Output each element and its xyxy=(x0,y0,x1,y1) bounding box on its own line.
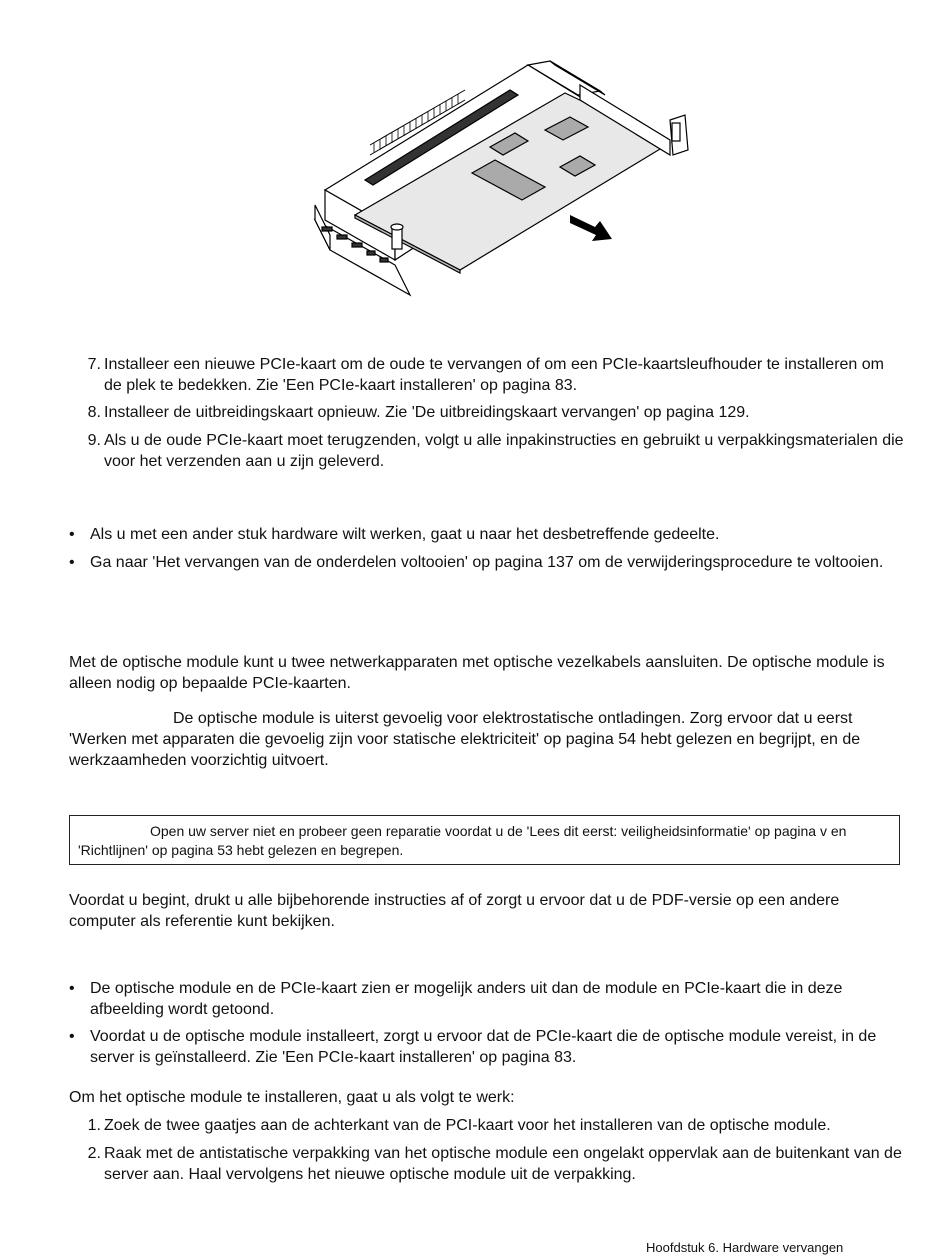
bullet-icon: • xyxy=(69,554,75,571)
before-begin-paragraph: Voordat u begint, drukt u alle bijbehorende instructies af of zorgt u ervoor dat u de PDF-versie op een andere computer als referentie kunt bekijken. xyxy=(69,892,840,930)
step-number: 1. xyxy=(87,1117,101,1134)
pcie-card-removal-illustration xyxy=(300,55,700,300)
page-footer: Hoofdstuk 6. Hardware vervangen xyxy=(646,1240,844,1255)
bullet-icon: • xyxy=(69,1028,75,1045)
list-item xyxy=(69,524,904,545)
step-text: Raak met de antistatische verpakking van het optische module een ongelakt oppervlak aan de buitenkant van de server aan. Haal vervolgens het nieuwe optische module uit de verpakking. xyxy=(104,1145,902,1183)
bullet-icon: • xyxy=(69,980,75,997)
list-item xyxy=(69,552,904,573)
attention-text: Open uw server niet en probeer geen reparatie voordat u de 'Lees dit eerst: veiligheidsinformatie' op pagina v en 'Richtlijnen' op pagina 53 hebt gelezen en begrepen. xyxy=(78,823,847,858)
list-item xyxy=(69,1026,904,1068)
list-item xyxy=(69,978,904,1020)
step-number: 8. xyxy=(87,404,101,421)
pcie-riser-diagram xyxy=(300,55,700,300)
step-text: Installeer een nieuwe PCIe-kaart om de oude te vervangen of om een PCIe-kaartsleufhouder te installeren om de plek te bedekken. Zie 'Een PCIe-kaart installeren' op pagina 83. xyxy=(104,356,884,394)
list-item xyxy=(69,430,904,472)
bullet-text: De optische module en de PCIe-kaart zien er mogelijk anders uit dan de module en PCIe-kaart die in deze afbeelding wordt getoond. xyxy=(90,980,843,1018)
attention-box xyxy=(69,815,900,865)
bullet-icon: • xyxy=(69,526,75,543)
step-number: 9. xyxy=(87,432,101,449)
install-intro: Om het optische module te installeren, gaat u als volgt te werk: xyxy=(69,1089,515,1106)
list-item xyxy=(69,402,904,423)
step-text: Als u de oude PCIe-kaart moet terugzenden, volgt u alle inpakinstructies en gebruikt u verpakkingsmaterialen die voor het verzenden aan u zijn geleverd. xyxy=(104,432,904,470)
removal-arrow-icon xyxy=(570,215,612,241)
caution-paragraph: De optische module is uiterst gevoelig voor elektrostatische ontladingen. Zorg ervoor dat u eerst 'Werken met apparaten die gevoelig zijn voor statische elektriciteit' op pagina 54 hebt gelezen en begrijpt, en de werkzaamheden voorzichtig uitvoert. xyxy=(69,710,861,769)
step-text: Installeer de uitbreidingskaart opnieuw. Zie 'De uitbreidingskaart vervangen' op pagina 129. xyxy=(104,404,750,421)
list-item xyxy=(69,1115,904,1136)
list-item xyxy=(69,1143,904,1185)
list-item xyxy=(69,354,904,396)
bullet-text: Als u met een ander stuk hardware wilt werken, gaat u naar het desbetreffende gedeelte. xyxy=(90,526,720,543)
step-text: Zoek de twee gaatjes aan de achterkant van de PCI-kaart voor het installeren van de optische module. xyxy=(104,1117,831,1134)
bullet-text: Voordat u de optische module installeert, zorgt u ervoor dat de PCIe-kaart die de optische module vereist, in de server is geïnstalleerd. Zie 'Een PCIe-kaart installeren' op pagina 83. xyxy=(90,1028,877,1066)
intro-paragraph: Met de optische module kunt u twee netwerkapparaten met optische vezelkabels aansluiten. De optische module is alleen nodig op bepaalde PCIe-kaarten. xyxy=(69,654,885,692)
step-number: 2. xyxy=(87,1145,101,1162)
bullet-text: Ga naar 'Het vervangen van de onderdelen voltooien' op pagina 137 om de verwijderingsprocedure te voltooien. xyxy=(90,554,884,571)
step-number: 7. xyxy=(87,356,101,373)
